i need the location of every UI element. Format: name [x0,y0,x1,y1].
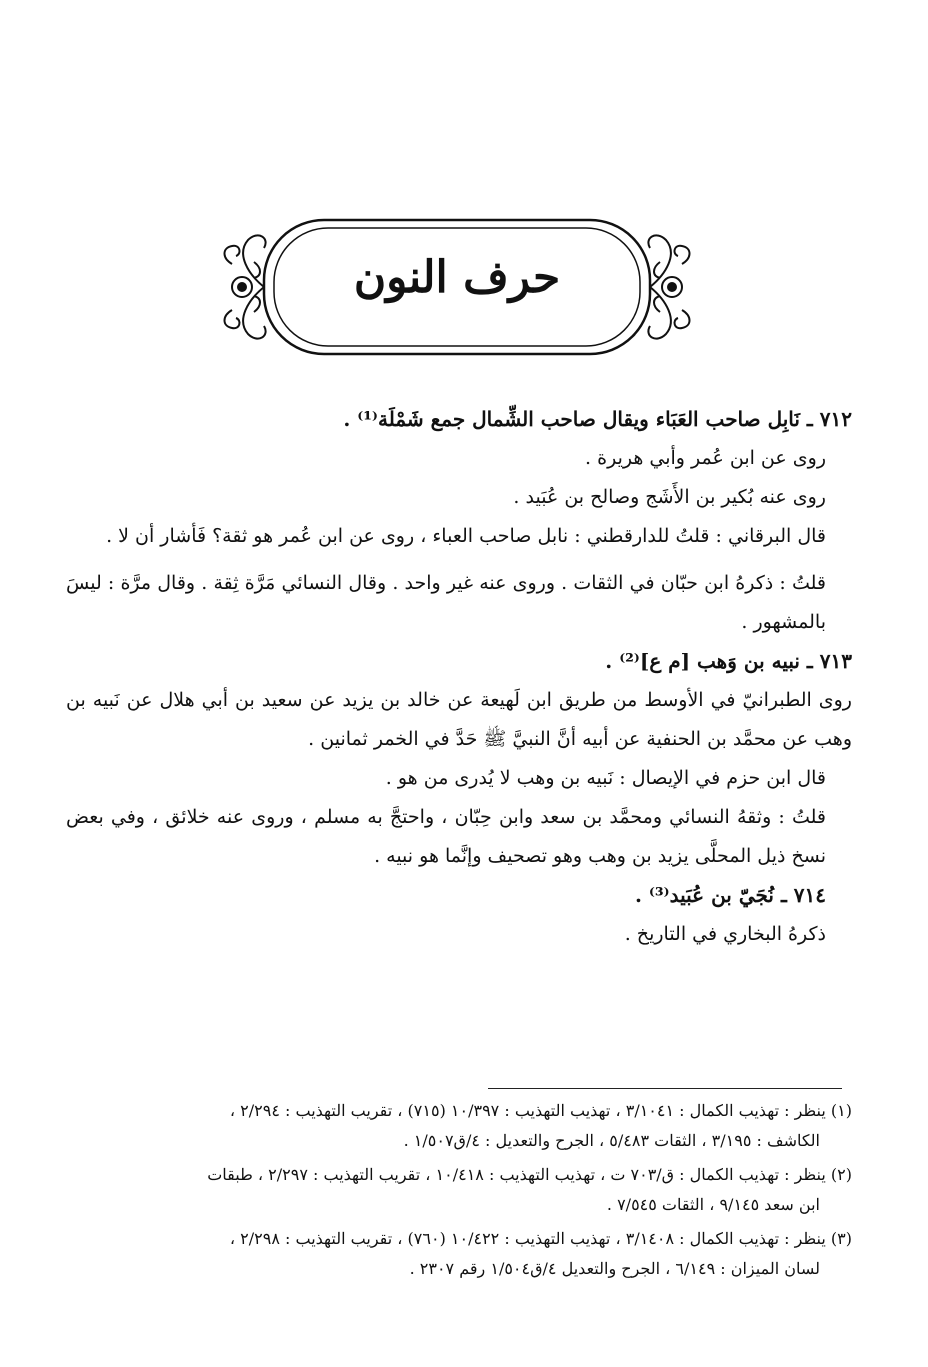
entry-line: قلتُ : وثقهُ النسائي ومحمَّد بن سعد وابن حِبّان ، واحتجَّ به مسلم ، وروى عنه خلائق ، وفي بعض نسخ ذيل المحلَّى يزيد بن وهب وهو تصحيف وإنَّما هو نبيه . [66,806,826,867]
entry-heading: ٧١٣ ـ نبيه بن وَهب [م ع]⁽²⁾ . [605,649,852,673]
entry-line: روى عنه بُكير بن الأَشَج وصالح بن عُبَيد . [513,486,826,508]
footnote-line: (١) ينظر : تهذيب الكمال : ٣/١٠٤١ ، تهذيب التهذيب : ١٠/٣٩٧ (٧١٥) ، تقريب التهذيب : ٢/٢٩٤ ، [229,1101,852,1120]
footnote-line: (٢) ينظر : تهذيب الكمال : ق/٧٠٣ ت ، تهذيب التهذيب : ١٠/٤١٨ ، تقريب التهذيب : ٢/٢٩٧ ، طبقات [207,1165,852,1184]
footnote-line: ابن سعد ٩/١٤٥ ، الثقات ٧/٥٤٥ . [606,1195,820,1214]
entry-line: ذكرهُ البخاري في التاريخ . [624,923,826,945]
entry-line: قال ابن حزم في الإيصال : نَبيه بن وهب لا يُدرى من هو . [385,767,826,789]
chapter-title-frame [218,214,696,360]
entry-line: قال البرقاني : قلتُ للدارقطني : نابل صاحب العباء ، روى عن ابن عُمر هو ثقة؟ فَأشار أن لا . [106,525,826,547]
footnote [66,1160,852,1220]
entry-heading: ٧١٤ ـ نُجَيّ بن عُبَيد⁽³⁾ . [635,883,826,907]
entry-line: روى الطبرانيّ في الأوسط من طريق ابن لَهيعة عن خالد بن يزيد عن سعيد بن أبي هلال عن نَبيه بن وهب عن محمَّد بن الحنفية عن أبيه أنَّ النبيَّ ﷺ حَدَّ في الخمر ثمانين . [66,689,852,750]
entry-line: قلتُ : ذكرهُ ابن حبّان في الثقات . وروى عنه غير واحد . وقال النسائي مَرَّة ثِقة . وقال مرَّة : ليسَ بالمشهور . [66,572,826,633]
footnote-divider [488,1088,842,1089]
footnotes [66,1096,852,1288]
footnote-line: لسان الميزان : ٦/١٤٩ ، الجرح والتعديل ٤/ق١/٥٠٤ رقم ٢٣٠٧ . [409,1259,820,1278]
main-text [66,400,852,954]
footnote [66,1096,852,1156]
chapter-title: حرف النون [353,252,561,303]
footnote-line: الكاشف : ٣/١٩٥ ، الثقات ٥/٤٨٣ ، الجرح والتعديل : ٤/ق١/٥٠٧ . [403,1131,820,1150]
footnote [66,1224,852,1284]
entry-heading: ٧١٢ ـ نَابِل صاحب العَبَاء ويقال صاحب الشِّمال جمع شَمْلَة⁽¹⁾ . [343,407,852,431]
footnote-line: (٣) ينظر : تهذيب الكمال : ٣/١٤٠٨ ، تهذيب التهذيب : ١٠/٤٢٢ (٧٦٠) ، تقريب التهذيب : ٢/٢٩٨ ، [229,1229,852,1248]
entry-line: روى عن ابن عُمر وأبي هريرة . [585,447,826,469]
